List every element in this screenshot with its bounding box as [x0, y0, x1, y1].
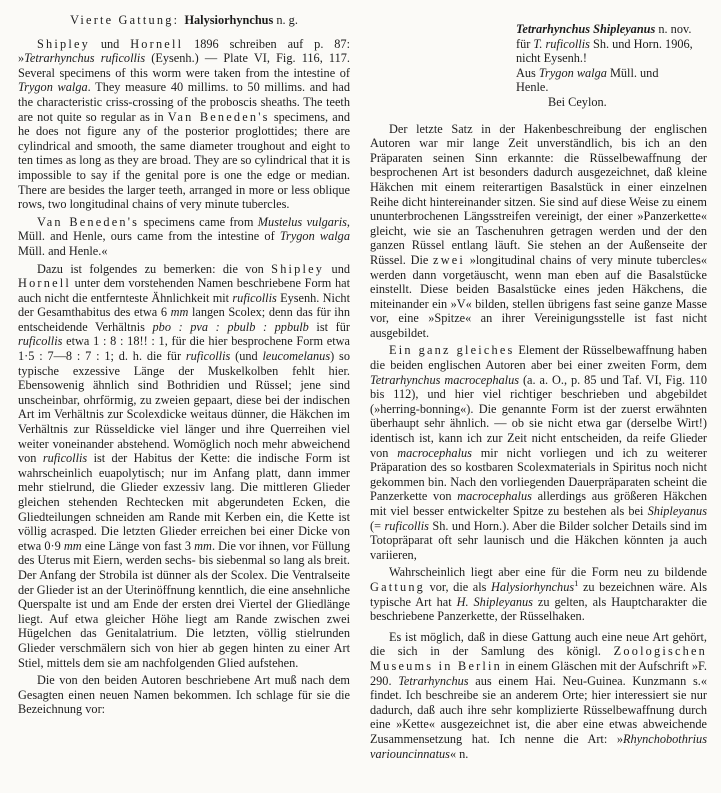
- host-line: Aus Trygon walga Müll. und Henle.: [516, 65, 659, 95]
- section-heading: Vierte Gattung: Halysiorhynchus n. g.: [70, 13, 298, 27]
- right-paragraph-berlin-museum: Es ist möglich, daß in diese Gattung auch eine neue Art gehört, die sich in der Samlung des königl. Zoologischen Museums in Berlin in einem Gläschen mit der Aufschrift »F. 290. Tetrarhynchus aus einem Hai. Neu-Guinea. Kunzmann s.« findet. Ich beschreibe sie an anderem Orte; hier interessiert sie nur dadurch, daß auch ihre sehr komplizierte Rüsselbewaffnung durch eine »Kette« ausgezeichnet ist, die aber eine etwas abweichende Zusammensetzung hat. Ich nenne die Art: »Rhynchobothrius variouncinnatus« n.: [370, 629, 708, 761]
- species-designation-block: [370, 22, 707, 110]
- left-paragraph-new-name: Die von den beiden Autoren beschriebene Art muß nach dem Gesagten einen neuen Namen bekommen. Ich schlage für sie die Bezeichnung vor:: [18, 673, 350, 717]
- left-paragraph-quote-end: Van Beneden's specimens came from Mustelus vulgaris, Müll. and Henle, ours came from the intestine of Trygon walga Müll. and Henle.«: [18, 214, 350, 258]
- right-paragraph-armature: Der letzte Satz in der Hakenbeschreibung der englischen Autoren war mir lange Zeit unverständlich, bis ich an den Präparaten seinen Sinn erkannte: die Rüsselbewaffnung der besprochenen Art ist besonders dadurch ausgezeichnet, daß kleine Häkchen mit einem reiterartigen Basalstück in einer einzelnen Reihe dicht hintereinander sitzen. Sie sind auf diese Weise zu einem ununterbrochenen Längsstreifen vereinigt, der einer »Panzerkette« gleicht, wie sie an Taschenuhren getragen werden und der den ganzen Rüssel entlang läuft. Sie stehen an der Außenseite der Rüssel. Die zwei »longitudinal chains of very minute tubercles« werden dann vorgetäuscht, wenn man eben auf die Basalstücke einstellt. Diese beiden Basalstücke eines jeden Häkchens, die miteinander ein »V« bilden, stellen übrigens fast seine ganze Masse vor, eine »Spitze« an ihrer Vereinigungsstelle ist fast nicht ausgebildet.: [370, 121, 708, 340]
- left-column: [18, 10, 350, 793]
- locality-line: Bei Ceylon.: [548, 94, 607, 109]
- right-paragraph-new-genus: Wahrscheinlich liegt aber eine für die Form neu zu bildende Gattung vor, die als Halysiorhynchus$^1$ zu bezeichnen wäre. Als typische Art hat H. Shipleyanus zu gelten, als Hauptcharakter die beschriebene Panzerkette, der Rüsselhaken.: [370, 565, 707, 624]
- left-paragraph-quote-english: Shipley und Hornell 1896 schreiben auf p. 87: »Tetrarhynchus ruficollis (Eysenh.) — Plate VI, Fig. 116, 117. Several specimens of this worm were taken from the intestine of Trygon walga. They measure 40 millims. to 50 millims. and had the characteristic criss-crossing of the proboscis sheaths. The teeth are not quite so regular as in Van Beneden's specimens, and he does not figure any of the posterior proglottides; there are cylindrical and smooth, the same diameter troughout and eight to ten times as long as they are broad. They are so cylindrical that it is impossible to say if the genital pore is one the edge or median. There are besides the larger teeth, arranged in more or less oblique rows, two longitudinal chains of very minute tubercles.: [18, 36, 351, 212]
- right-paragraph-macrocephalus: Ein ganz gleiches Element der Rüsselbewaffnung haben die beiden englischen Autoren aber bei einer zweiten Form, dem Tetrarhynchus macrocephalus (a. a. O., p. 85 und Taf. VI, Fig. 110 bis 112), und hier viel richtiger beschrieben und abgebildet (»herring-bonning«). Die genannte Form ist der zuerst erwähnten überhaupt sehr ähnlich. — ob sie nicht etwa gar (derselbe Wirt!) identisch ist, kann ich zur Zeit nicht entscheiden, da reife Glieder von macrocephalus mir nicht vorliegen und ich zu weiterer Präparation des so kostbaren Scolexmaterials in Spiritus noch nicht gekommen bin. Nach den vorliegenden Dauerpräparaten scheint die Panzerkette von macrocephalus allerdings aus größeren Häkchen mit viel besser entwickelter Spitze zu bestehen als bei Shipleyanus (= ruficollis Sh. und Horn.). Aber die Bilder solcher Details sind im Totopräparat oft sehr launisch und die Häkchen könnten ja auch variieren,: [370, 343, 708, 562]
- species-name-line: Tetrarhynchus Shipleyanus n. nov. für T. ruficollis Sh. und Horn. 1906, nicht Eysenh.!: [516, 22, 693, 66]
- left-paragraph-discussion: Dazu ist folgendes zu bemerken: die von Shipley und Hornell unter dem vorstehenden Namen beschriebene Form hat auch nicht die entfernteste Ähnlichkeit mit ruficollis Eysenh. Nicht der Gesamthabitus des etwa 6 mm langen Scolex; denn das für ihn entscheidende Verhältnis pbo : pva : pbulb : ppbulb ist für ruficollis etwa 1 : 8 : 18!! : 1, für die hier besprochene Form etwa 1·5 : 7—8 : 7 : 1; d. h. die für ruficollis (und leucomelanus) so typische exzessive Länge der Muskelkolben fehlt hier. Ebensowenig ähnlich sind Bothridien und Rüssel; jene sind unscheinbar, ohrförmig, zu zweien gepaart, diese bei der indischen Art im Verhältnis zur Scolexdicke weitaus dünner, die Häkchen im Verhältnis zur Rüsseldicke viel länger und ihre Querreihen viel weiter voneinander abstehend. Womöglich noch mehr abweichend von ruficollis ist der Habitus der Kette: die indische Form ist wahrscheinlich euapolytisch; nur im Anfang platt, dann immer mehr stielrund, die Glieder exzessiv lang. Die mittleren Glieder gleichen stehenden Rechtecken mit abgerundeten Ecken, die Gliedteilungen schneiden am Rande mit Kerben ein, die Kette ist völlig acrasped. Die letzten Glieder erreichen bei einer Dicke von etwa 0·9 mm eine Länge von fast 3 mm. Die vor ihnen, vor Füllung des Uterus mit Eiern, werden sechs- bis siebenmal so lang als breit. Der Anfang der Strobila ist dünner als der Scolex. Die Ventralseite der Glieder ist an der Uterinöffnung kenntlich, die eine ansehnliche Querspalte ist und am Ende der ersten drei Viertel der Gliedlänge liegt. Auf etwa gleicher Höhe liegt am Rande zwischen zwei Hügelchen das Genitalatrium. Die letzten, völlig stielrunden Glieder verschmälern sich von hier ab gegen hinten zu einer Art Stiel, mittels dem sie am nachfolgenden Glied aufstehen.: [18, 261, 351, 670]
- right-column: [370, 10, 707, 793]
